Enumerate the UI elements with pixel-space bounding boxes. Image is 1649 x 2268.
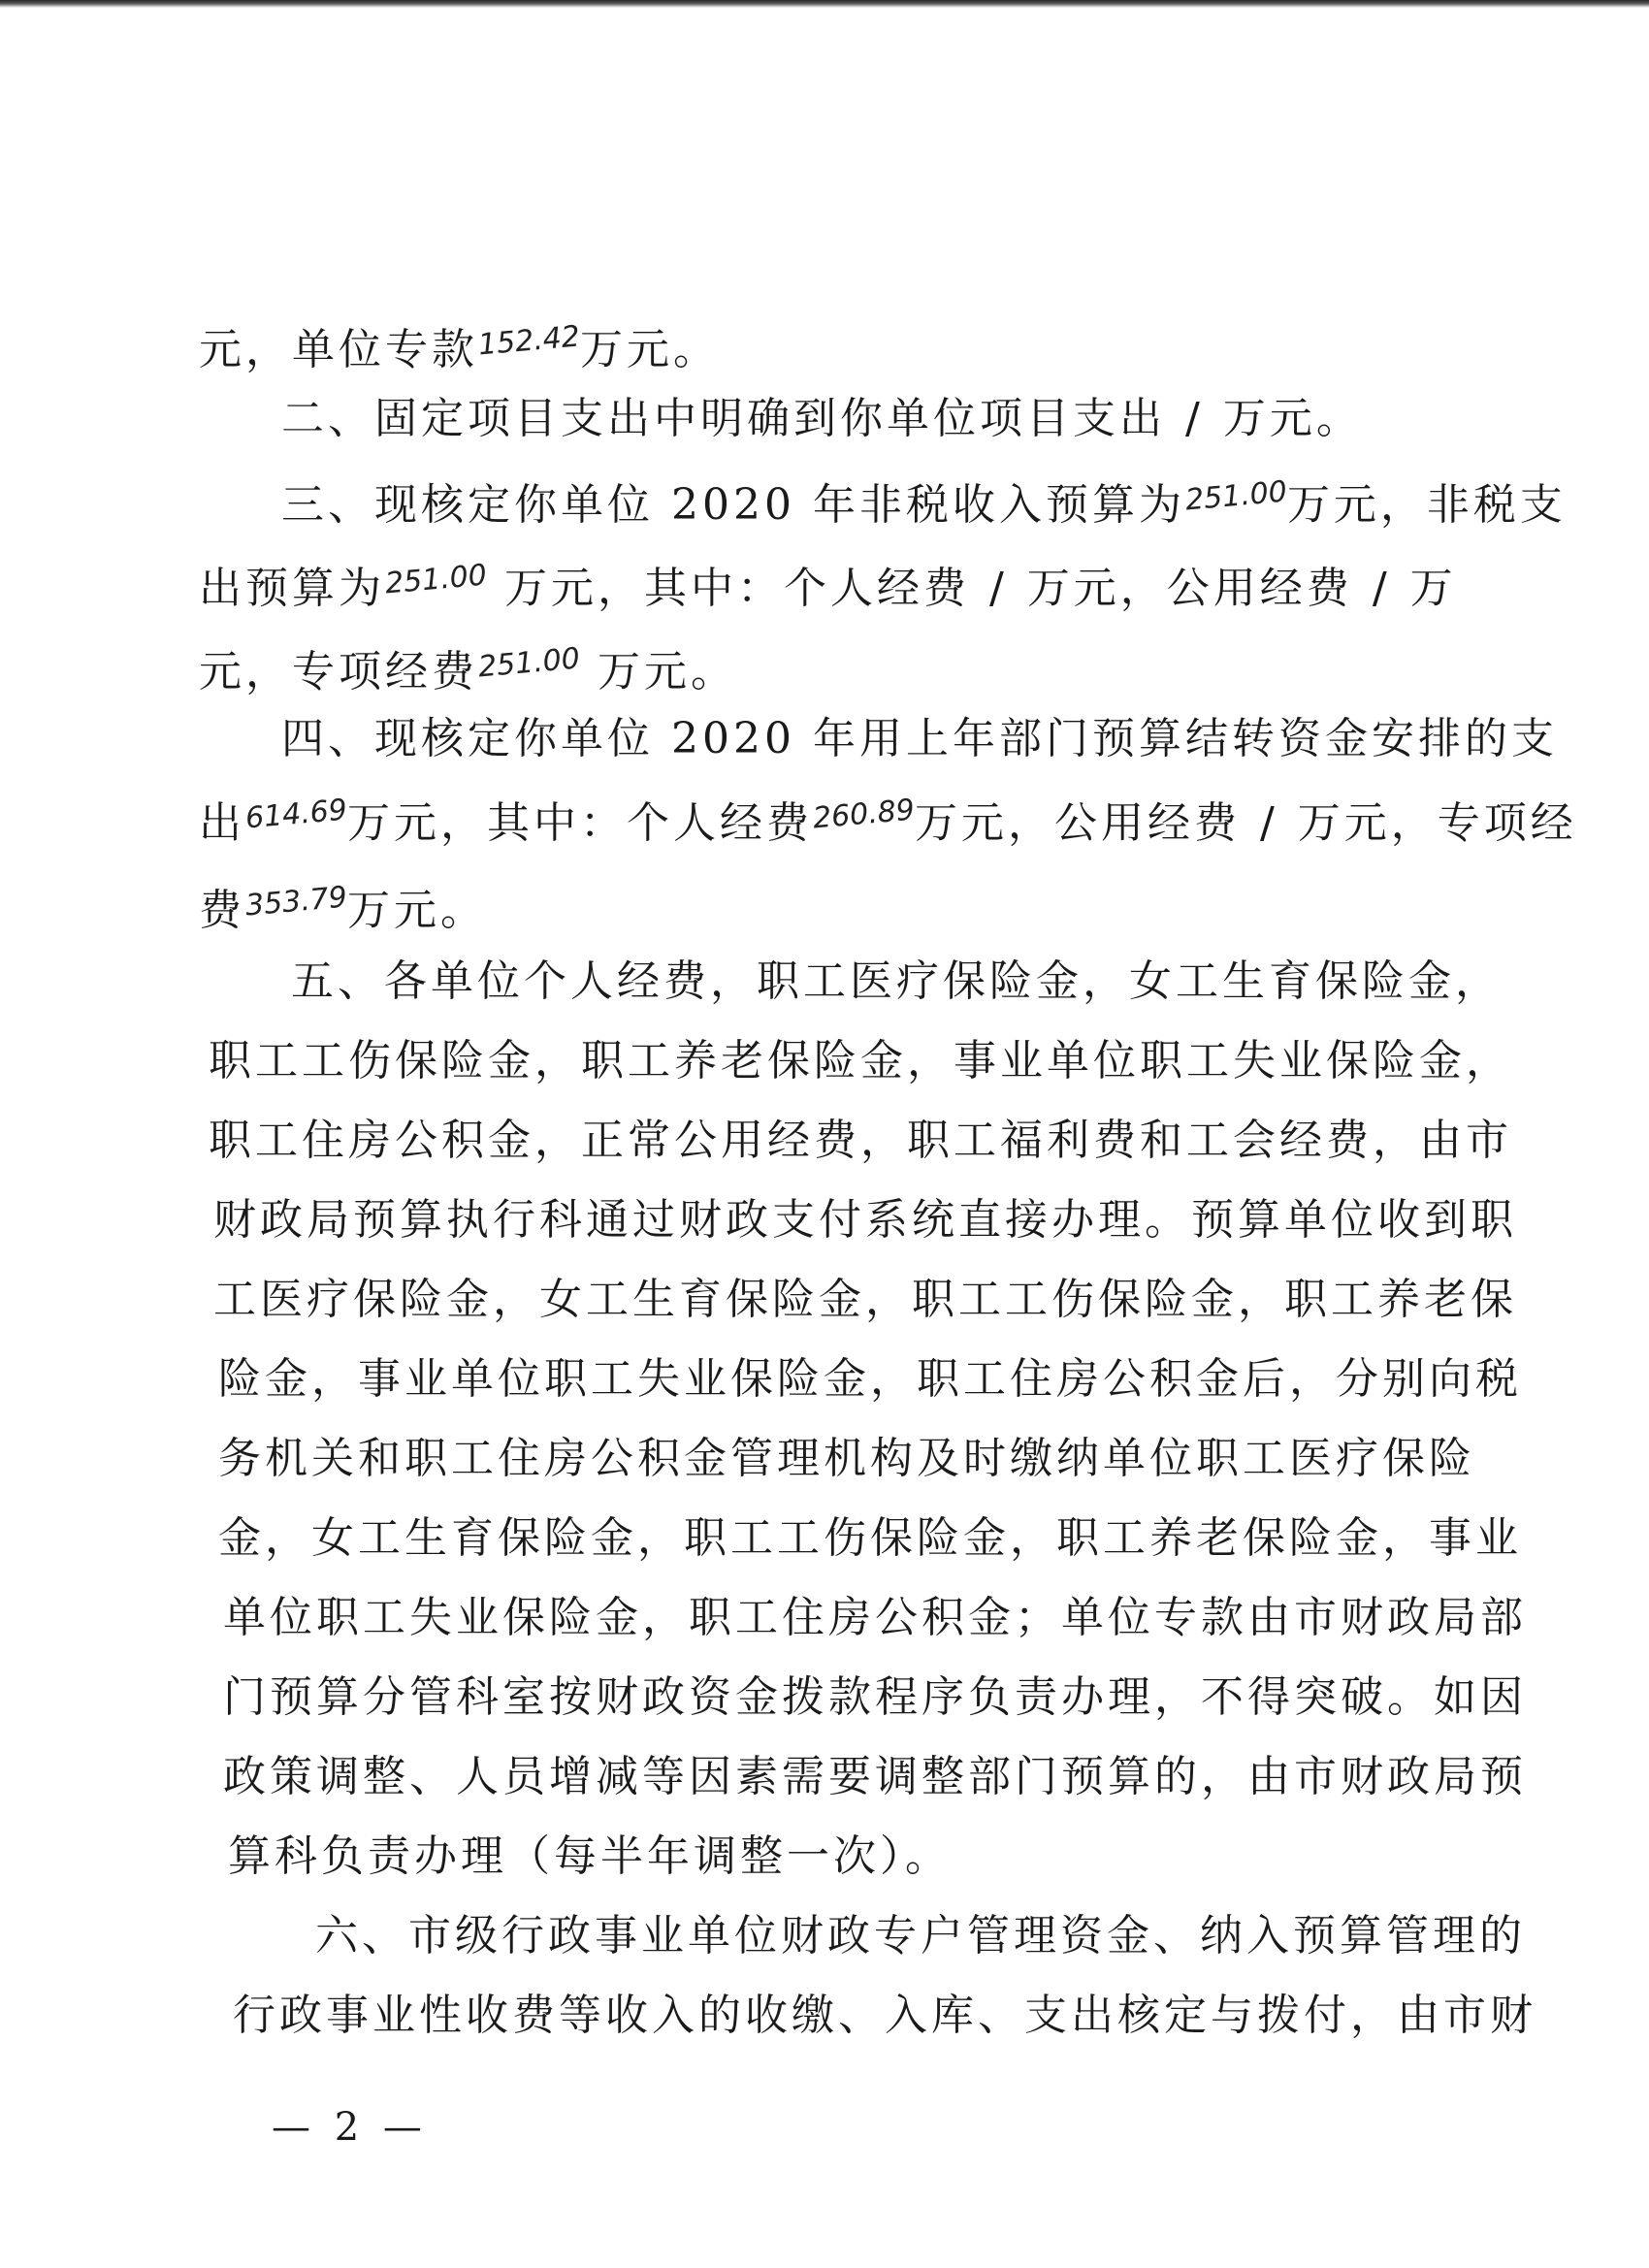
handwritten-amount: 251.00 [1183, 474, 1289, 518]
text: 万 [1409, 564, 1457, 613]
handwritten-amount: 260.89 [811, 793, 917, 836]
text: 务机关和职工住房公积金管理机构及时缴纳单位职工医疗保险 [218, 1434, 1475, 1483]
text-line-17 [223, 1589, 1527, 1647]
handwritten-amount: 353.79 [243, 880, 349, 923]
handwritten-amount: 251.00 [476, 641, 582, 685]
text: 万元，公用经费 [1026, 564, 1353, 613]
handwritten-slash: / [1259, 798, 1278, 848]
text: 金，女工生育保险金，职工工伤保险金，职工养老保险金，事业 [218, 1513, 1522, 1563]
text: 六、市级行政事业单位财政专户管理资金、纳入预算管理的 [315, 1911, 1526, 1960]
text-line-15 [218, 1430, 1479, 1488]
handwritten-slash: / [1372, 564, 1391, 613]
text-line-4 [199, 551, 1460, 618]
text: 算科负责办理（每半年调整一次）。 [228, 1831, 952, 1881]
text: 万元。 [579, 325, 720, 374]
text: 政策调整、人员增减等因素需要调整部门预算的，由市财政局预 [223, 1752, 1527, 1801]
text: 费 [199, 886, 245, 935]
text-line-3 [281, 468, 1567, 535]
text-line-12 [213, 1191, 1517, 1249]
text-line-16 [218, 1509, 1522, 1568]
text: 万元，非税支 [1286, 480, 1567, 530]
text-line-2 [281, 390, 1542, 448]
text: 元，单位专款 [199, 325, 478, 374]
text-line-9 [291, 953, 1552, 1011]
text: 出 [199, 798, 245, 848]
text-line-19 [223, 1748, 1527, 1806]
text-line-5 [199, 634, 1460, 701]
text: 万元。 [1222, 394, 1363, 443]
text: 险金，事业单位职工失业保险金，职工住房公积金后，分别向税 [218, 1354, 1522, 1404]
handwritten-slash: / [1185, 394, 1204, 443]
text: 单位职工失业保险金，职工住房公积金；单位专款由市财政局部 [223, 1593, 1527, 1642]
text-line-18 [223, 1669, 1527, 1727]
text-line-14 [218, 1350, 1522, 1409]
handwritten-amount: 614.69 [243, 793, 349, 836]
text: 万元，公用经费 [914, 798, 1241, 848]
text: 行政事业性收费等收入的收缴、入库、支出核定与拨付，由市财 [233, 1991, 1536, 2040]
handwritten-amount: 251.00 [383, 558, 489, 601]
text: 元，专项经费 [199, 647, 478, 697]
text-line-10 [209, 1032, 1512, 1090]
text-line-6 [281, 710, 1558, 768]
text-line-7 [199, 786, 1577, 853]
text: 三、现核定你单位 2020 年非税收入预算为 [281, 480, 1185, 530]
text-line-1 [199, 312, 1460, 379]
text: 职工住房公积金，正常公用经费，职工福利费和工会经费，由市 [209, 1116, 1512, 1165]
text-line-21 [315, 1907, 1576, 1965]
text-line-13 [213, 1271, 1517, 1329]
text-line-8 [199, 873, 1460, 940]
text: 万元，专项经 [1297, 798, 1577, 848]
text: 四、现核定你单位 2020 年用上年部门预算结转资金安排的支 [281, 714, 1558, 763]
text: 五、各单位个人经费，职工医疗保险金，女工生育保险金， [291, 956, 1502, 1006]
text: 财政局预算执行科通过财政支付系统直接办理。预算单位收到职 [213, 1195, 1517, 1245]
text-line-22 [233, 1987, 1536, 2045]
text: 工医疗保险金，女工生育保险金，职工工伤保险金，职工养老保 [213, 1275, 1517, 1324]
handwritten-slash: / [988, 564, 1008, 613]
text: 门预算分管科室按财政资金拨款程序负责办理，不得突破。如因 [223, 1672, 1527, 1722]
text: 职工工伤保险金，职工养老保险金，事业单位职工失业保险金， [209, 1036, 1512, 1085]
handwritten-amount: 152.42 [476, 319, 582, 363]
text: 万元。 [346, 886, 487, 935]
page-number: — 2 — [272, 2105, 428, 2150]
text-line-20 [228, 1828, 1489, 1886]
text: 出预算为 [199, 564, 385, 613]
text: 万元，其中：个人经费 [503, 564, 970, 613]
text-line-11 [209, 1112, 1512, 1170]
text: 万元。 [597, 647, 737, 697]
text: 二、固定项目支出中明确到你单位项目支出 [281, 394, 1166, 443]
text: 万元，其中：个人经费 [346, 798, 813, 848]
